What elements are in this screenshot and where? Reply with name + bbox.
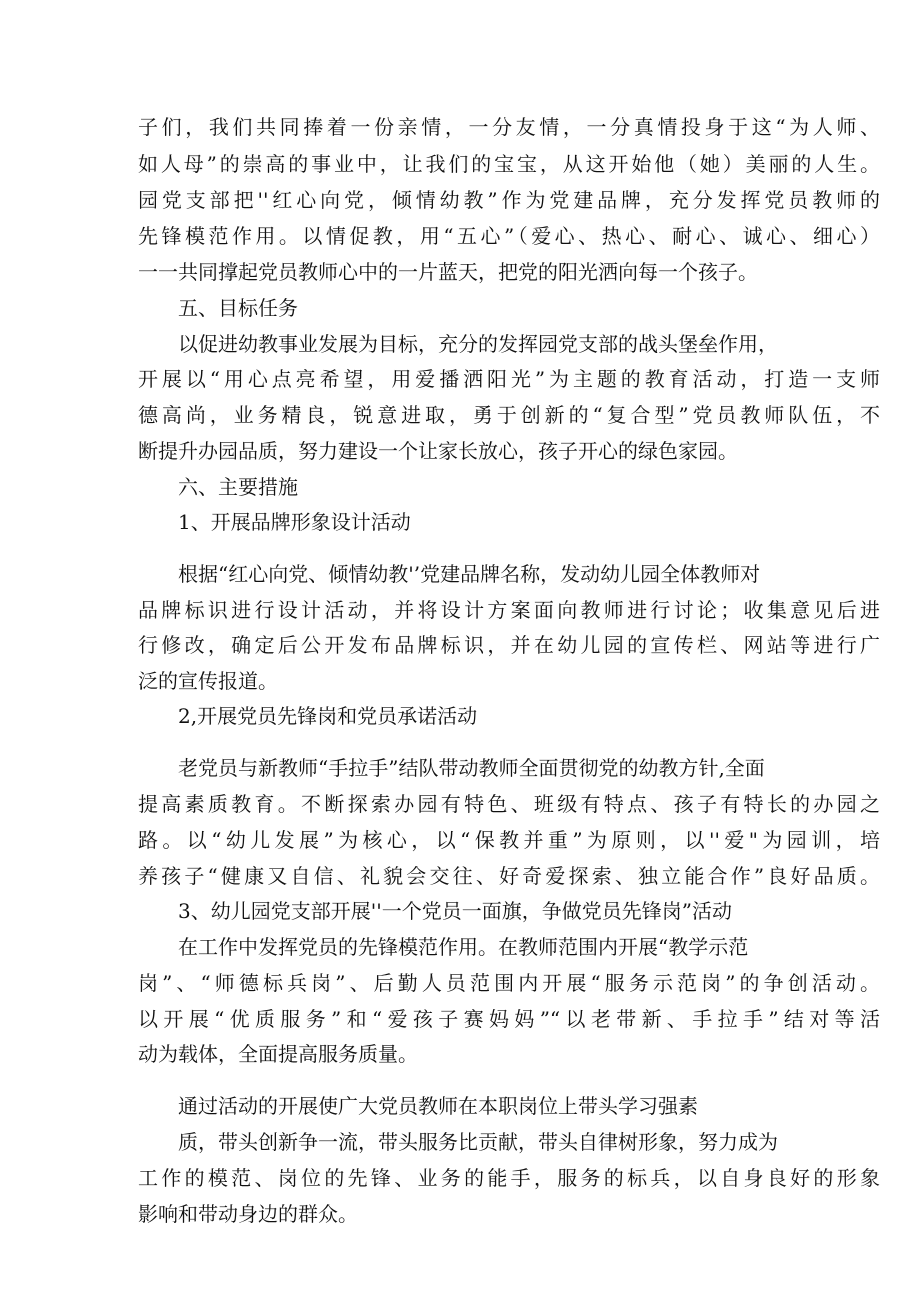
paragraph-line: 园党支部把''红心向党，倾情幼教”作为党建品牌，充分发挥党员教师的 <box>138 188 880 212</box>
paragraph-line: 行修改，确定后公开发布品牌标识，并在幼儿园的宣传栏、网站等进行广 <box>138 633 880 657</box>
paragraph-line: 岗”、“师德标兵岗”、后勤人员范围内开展“服务示范岗”的争创活动。 <box>138 971 880 995</box>
paragraph-line: 动为载体，全面提高服务质量。 <box>138 1042 418 1066</box>
paragraph-line: 如人母”的崇高的事业中，让我们的宝宝，从这开始他（她）美丽的人生。 <box>138 152 880 176</box>
paragraph-line: 老党员与新教师“手拉手”结队带动教师全面贯彻党的幼教方针,全面 <box>178 756 765 780</box>
paragraph-line: 以开展“优质服务”和“爱孩子赛妈妈”“以老带新、手拉手”结对等活 <box>138 1007 880 1031</box>
paragraph-line: 一一共同撑起党员教师心中的一片蓝天，把党的阳光洒向每一个孩子。 <box>138 260 758 284</box>
paragraph-line: 断提升办园品质，努力建设一个让家长放心，孩子开心的绿色家园。 <box>138 439 738 463</box>
paragraph-line: 质，带头创新争一流，带头服务比贡献，带头自律树形象，努力成为 <box>178 1130 778 1154</box>
paragraph-line: 路。以“幼儿发展”为核心，以“保教并重”为原则，以''爱"为园训，培 <box>138 828 880 852</box>
paragraph-line: 先锋模范作用。以情促教，用“五心”（爱心、热心、耐心、诚心、细心） <box>138 224 880 248</box>
paragraph-line: 在工作中发挥党员的先锋模范作用。在教师范围内开展“教学示范 <box>178 935 749 959</box>
section-heading: 六、主要措施 <box>178 475 298 499</box>
section-heading: 五、目标任务 <box>178 296 298 320</box>
paragraph-line: 以促进幼教事业发展为目标，充分的发挥园党支部的战头堡垒作用， <box>178 332 778 356</box>
paragraph-line: 工作的模范、岗位的先锋、业务的能手，服务的标兵，以自身良好的形象 <box>138 1166 880 1190</box>
subsection-heading: 2,开展党员先锋岗和党员承诺活动 <box>178 704 478 728</box>
paragraph-line: 根据“红心向党、倾情幼教'’党建品牌名称，发动幼儿园全体教师对 <box>178 562 761 586</box>
paragraph-line: 德高尚，业务精良，锐意进取，勇于创新的“复合型”党员教师队伍，不 <box>138 403 880 427</box>
paragraph-line: 开展以“用心点亮希望，用爱播洒阳光”为主题的教育活动，打造一支师 <box>138 367 880 391</box>
paragraph-line: 提高素质教育。不断探索办园有特色、班级有特点、孩子有特长的办园之 <box>138 792 880 816</box>
subsection-heading: 1、开展品牌形象设计活动 <box>178 510 411 534</box>
paragraph-line: 子们，我们共同捧着一份亲情，一分友情，一分真情投身于这“为人师、 <box>138 115 880 139</box>
paragraph-line: 影响和带动身边的群众。 <box>138 1202 358 1226</box>
paragraph-line: 泛的宣传报道。 <box>138 669 278 693</box>
paragraph-line: 品牌标识进行设计活动，并将设计方案面向教师进行讨论；收集意见后进 <box>138 598 880 622</box>
paragraph-line: 通过活动的开展使广大党员教师在本职岗位上带头学习强素 <box>178 1094 698 1118</box>
paragraph-line: 养孩子“健康又自信、礼貌会交往、好奇爱探索、独立能合作”良好品质。 <box>138 864 880 888</box>
subsection-heading: 3、幼儿园党支部开展''一个党员一面旗，争做党员先锋岗”活动 <box>178 899 732 923</box>
